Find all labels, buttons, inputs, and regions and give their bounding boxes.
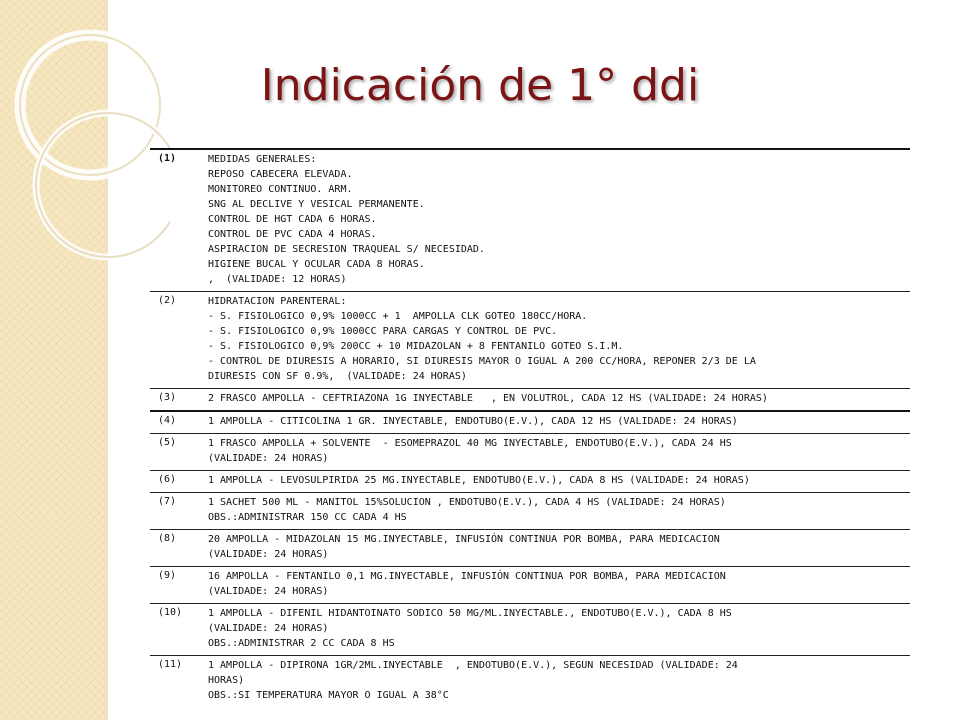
order-entry [150,529,910,566]
order-line: MEDIDAS GENERALES: [208,154,317,165]
order-entry [150,433,910,470]
order-line: 1 SACHET 500 ML - MANITOL 15%SOLUCION , ENDOTUBO(E.V.), CADA 4 HS (VALIDADE: 24 HORAS) [208,497,726,508]
order-lines [208,606,910,651]
order-lines [208,391,910,406]
order-lines [208,473,910,488]
order-line: - S. FISIOLOGICO 0,9% 1000CC + 1 AMPOLLA CLK GOTEO 180CC/HORA. [208,311,588,322]
order-line: REPOSO CABECERA ELEVADA. [208,169,353,180]
order-line: 1 AMPOLLA - CITICOLINA 1 GR. INYECTABLE, ENDOTUBO(E.V.), CADA 12 HS (VALIDADE: 24 HORAS) [208,416,738,427]
order-line: CONTROL DE PVC CADA 4 HORAS. [208,229,377,240]
order-line: - CONTROL DE DIURESIS A HORARIO, SI DIURESIS MAYOR O IGUAL A 200 CC/HORA, REPONER 2/3 DE LA [208,356,756,367]
order-number: (6) [158,474,177,485]
slide-title: Indicación de 1° ddi [260,60,700,111]
order-entry [150,388,910,410]
order-lines [208,495,910,525]
order-lines [208,436,910,466]
order-lines [208,294,910,384]
order-entry [150,148,910,291]
order-number: (3) [158,392,177,403]
order-number: (7) [158,496,177,507]
order-number: (8) [158,533,177,544]
order-line: 1 AMPOLLA - DIFENIL HIDANTOINATO SODICO 50 MG/ML.INYECTABLE., ENDOTUBO(E.V.), CADA 8 HS [208,608,732,619]
order-entry [150,655,910,707]
order-entry [150,492,910,529]
order-line: (VALIDADE: 24 HORAS) [208,623,329,634]
order-number: (9) [158,570,177,581]
medical-orders-document [150,148,910,707]
order-line: OBS.:SI TEMPERATURA MAYOR O IGUAL A 38°C [208,690,449,701]
order-entry [150,410,910,433]
order-line: - S. FISIOLOGICO 0,9% 200CC + 10 MIDAZOLAN + 8 FENTANILO GOTEO S.I.M. [208,341,624,352]
order-line: DIURESIS CON SF 0.9%, (VALIDADE: 24 HORAS) [208,371,467,382]
order-line: HORAS) [208,675,245,686]
order-line: , (VALIDADE: 12 HORAS) [208,274,347,285]
order-entry [150,603,910,655]
order-line: 20 AMPOLLA - MIDAZOLAN 15 MG.INYECTABLE, INFUSIÓN CONTINUA POR BOMBA, PARA MEDICACION [208,534,720,545]
order-line: HIDRATACION PARENTERAL: [208,296,347,307]
order-number: (11) [158,659,183,670]
order-line: - S. FISIOLOGICO 0,9% 1000CC PARA CARGAS Y CONTROL DE PVC. [208,326,558,337]
order-entry [150,291,910,388]
order-number: (1) [158,153,177,164]
order-lines [208,152,910,287]
order-line: 2 FRASCO AMPOLLA - CEFTRIAZONA 1G INYECTABLE , EN VOLUTROL, CADA 12 HS (VALIDADE: 24 HORAS) [208,393,768,404]
order-line: OBS.:ADMINISTRAR 2 CC CADA 8 HS [208,638,395,649]
order-number: (5) [158,437,177,448]
order-line: MONITOREO CONTINUO. ARM. [208,184,353,195]
order-line: (VALIDADE: 24 HORAS) [208,586,329,597]
order-line: 16 AMPOLLA - FENTANILO 0,1 MG.INYECTABLE, INFUSIÓN CONTINUA POR BOMBA, PARA MEDICACION [208,571,726,582]
order-number: (10) [158,607,183,618]
decorative-rings-icon [0,0,170,300]
order-lines [208,569,910,599]
order-lines [208,532,910,562]
order-line: HIGIENE BUCAL Y OCULAR CADA 8 HORAS. [208,259,425,270]
order-entry [150,470,910,492]
order-line: 1 AMPOLLA - DIPIRONA 1GR/2ML.INYECTABLE , ENDOTUBO(E.V.), SEGUN NECESIDAD (VALIDADE: 24 [208,660,738,671]
order-number: (4) [158,415,177,426]
order-line: 1 AMPOLLA - LEVOSULPIRIDA 25 MG.INYECTABLE, ENDOTUBO(E.V.), CADA 8 HS (VALIDADE: 24 HORAS) [208,475,750,486]
order-line: 1 FRASCO AMPOLLA + SOLVENTE - ESOMEPRAZOL 40 MG INYECTABLE, ENDOTUBO(E.V.), CADA 24 HS [208,438,732,449]
order-line: CONTROL DE HGT CADA 6 HORAS. [208,214,377,225]
order-line: SNG AL DECLIVE Y VESICAL PERMANENTE. [208,199,425,210]
order-number: (2) [158,295,177,306]
order-line: OBS.:ADMINISTRAR 150 CC CADA 4 HS [208,512,407,523]
order-lines [208,414,910,429]
order-line: (VALIDADE: 24 HORAS) [208,453,329,464]
order-entry [150,566,910,603]
order-lines [208,658,910,703]
order-line: (VALIDADE: 24 HORAS) [208,549,329,560]
order-line: ASPIRACION DE SECRESION TRAQUEAL S/ NECESIDAD. [208,244,485,255]
